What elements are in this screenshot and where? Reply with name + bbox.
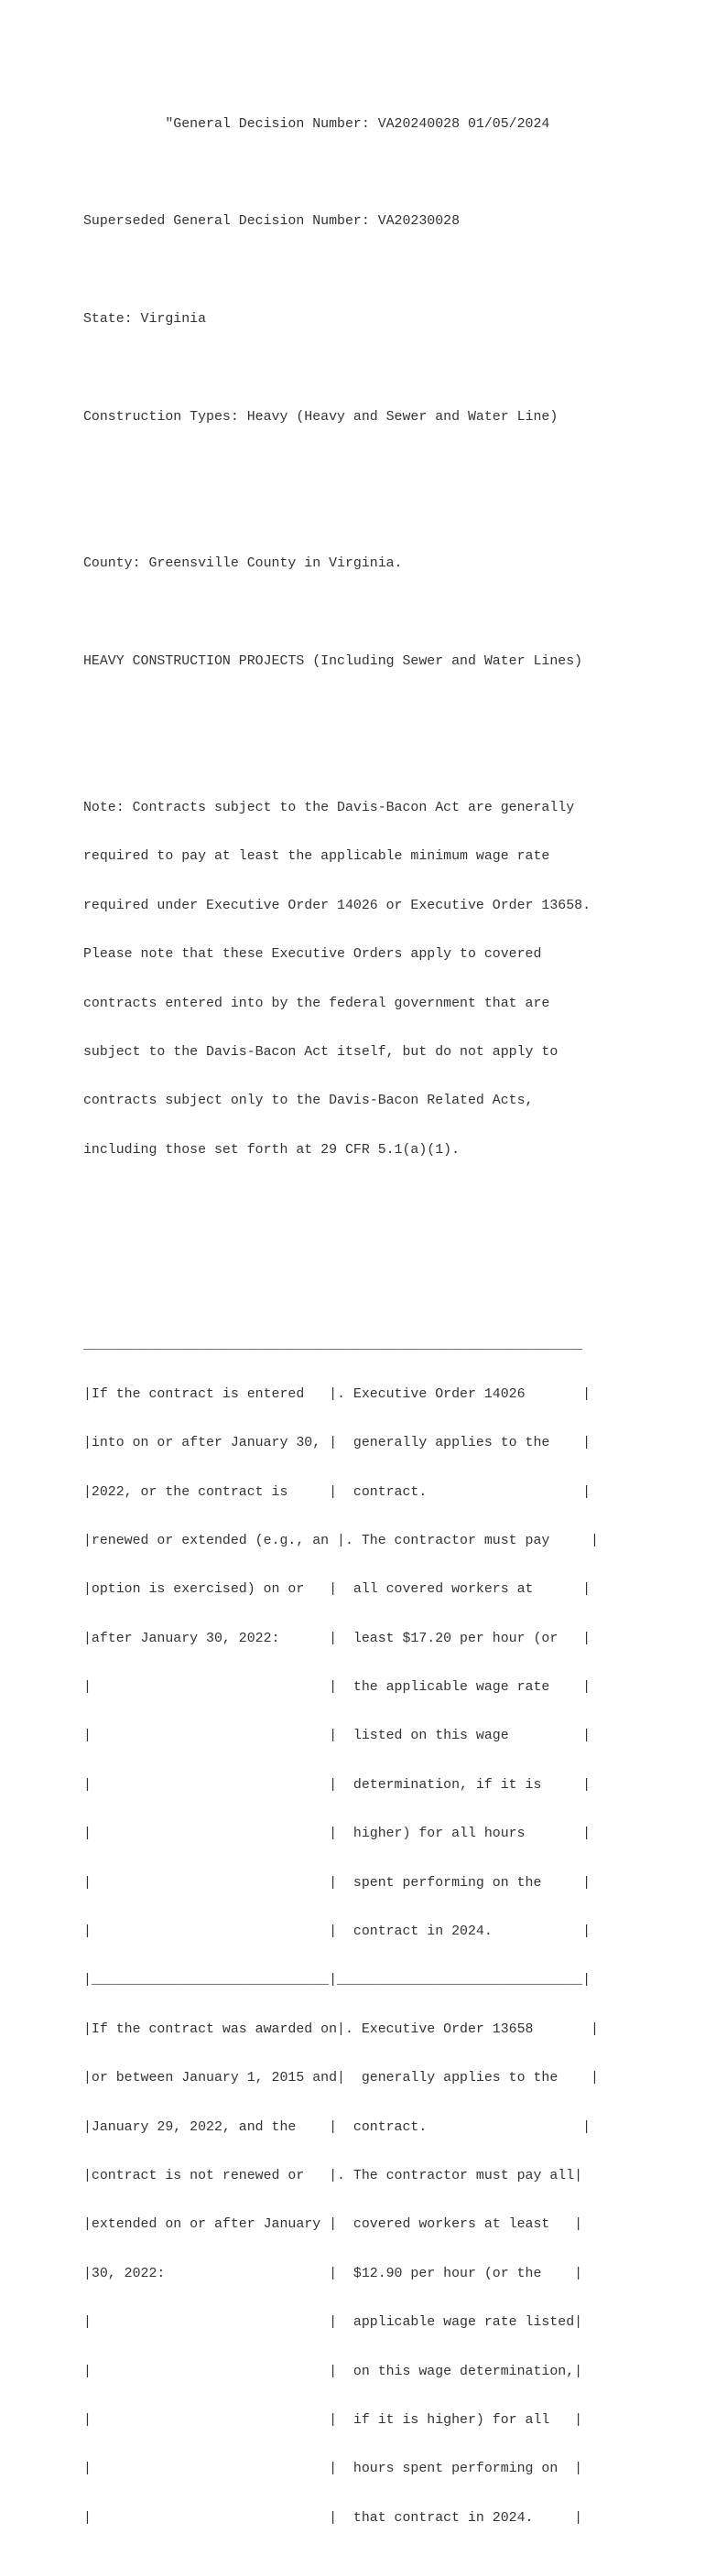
table-line: |option is exercised) on or | all covered workers at | — [83, 1582, 591, 1598]
table-line: _____________________________________________________________ — [83, 1338, 583, 1353]
note-line: required under Executive Order 14026 or Executive Order 13658. — [83, 898, 591, 913]
spacer — [83, 606, 599, 622]
spacer — [83, 703, 599, 719]
table-line: |If the contract is entered |. Executive Order 14026 | — [83, 1386, 591, 1402]
table-line: | | if it is higher) for all | — [83, 2412, 583, 2428]
spacer — [83, 1241, 599, 1257]
table-line: |extended on or after January | covered workers at least | — [83, 2217, 583, 2233]
table-line: | | hours spent performing on | — [83, 2462, 583, 2477]
table-line: | | determination, if it is | — [83, 1777, 591, 1793]
spacer — [83, 264, 599, 280]
table-line: | | spent performing on the | — [83, 1875, 591, 1891]
table-line: |into on or after January 30, | generally applies to the | — [83, 1436, 591, 1451]
table-line: |January 29, 2022, and the | contract. | — [83, 2119, 591, 2135]
table-line: | | contract in 2024. | — [83, 1924, 591, 1940]
general-decision-number: "General Decision Number: VA20240028 01/05/2024 — [83, 116, 550, 132]
note-line: subject to the Davis-Bacon Act itself, but do not apply to — [83, 1045, 559, 1061]
executive-order-note — [83, 768, 599, 1191]
executive-order-table — [83, 1306, 599, 2560]
table-line: | | listed on this wage | — [83, 1729, 591, 1744]
table-line: | | higher) for all hours | — [83, 1827, 591, 1842]
table-line: | | the applicable wage rate | — [83, 1680, 591, 1696]
table-line: |after January 30, 2022: | least $17.20 per hour (or | — [83, 1631, 591, 1646]
state-line: State: Virginia — [83, 312, 207, 328]
construction-types-line: Construction Types: Heavy (Heavy and Sewer and Water Line) — [83, 409, 559, 425]
table-line: |or between January 1, 2015 and| generally applies to the | — [83, 2071, 599, 2086]
table-line: |30, 2022: | $12.90 per hour (or the | — [83, 2266, 583, 2281]
superseded-decision-number: Superseded General Decision Number: VA20230028 — [83, 214, 461, 230]
spacer — [83, 166, 599, 182]
note-line: including those set forth at 29 CFR 5.1(a)(1). — [83, 1142, 461, 1158]
note-line: contracts entered into by the federal government that are — [83, 996, 550, 1011]
spacer — [83, 508, 599, 524]
spacer — [83, 458, 599, 475]
projects-heading: HEAVY CONSTRUCTION PROJECTS (Including Sewer and Water Lines) — [83, 653, 583, 669]
note-line: Please note that these Executive Orders apply to covered — [83, 947, 542, 963]
wage-determination-document — [83, 84, 599, 2576]
table-line: | | that contract in 2024. | — [83, 2510, 583, 2526]
table-line: |contract is not renewed or |. The contractor must pay all| — [83, 2169, 583, 2183]
table-line: | | applicable wage rate listed| — [83, 2315, 583, 2331]
spacer — [83, 361, 599, 378]
table-line: | | on this wage determination,| — [83, 2364, 583, 2379]
table-line: |2022, or the contract is | contract. | — [83, 1484, 591, 1500]
table-line: |renewed or extended (e.g., an |. The contractor must pay | — [83, 1533, 599, 1548]
county-line: County: Greensville County in Virginia. — [83, 556, 403, 572]
note-line: contracts subject only to the Davis-Bacon Related Acts, — [83, 1094, 534, 1109]
note-line: required to pay at least the applicable minimum wage rate — [83, 849, 550, 865]
table-line: |If the contract was awarded on|. Executive Order 13658 | — [83, 2021, 599, 2037]
table-line: |_____________________________|______________________________| — [83, 1973, 591, 1989]
note-line: Note: Contracts subject to the Davis-Bacon Act are generally — [83, 801, 575, 816]
